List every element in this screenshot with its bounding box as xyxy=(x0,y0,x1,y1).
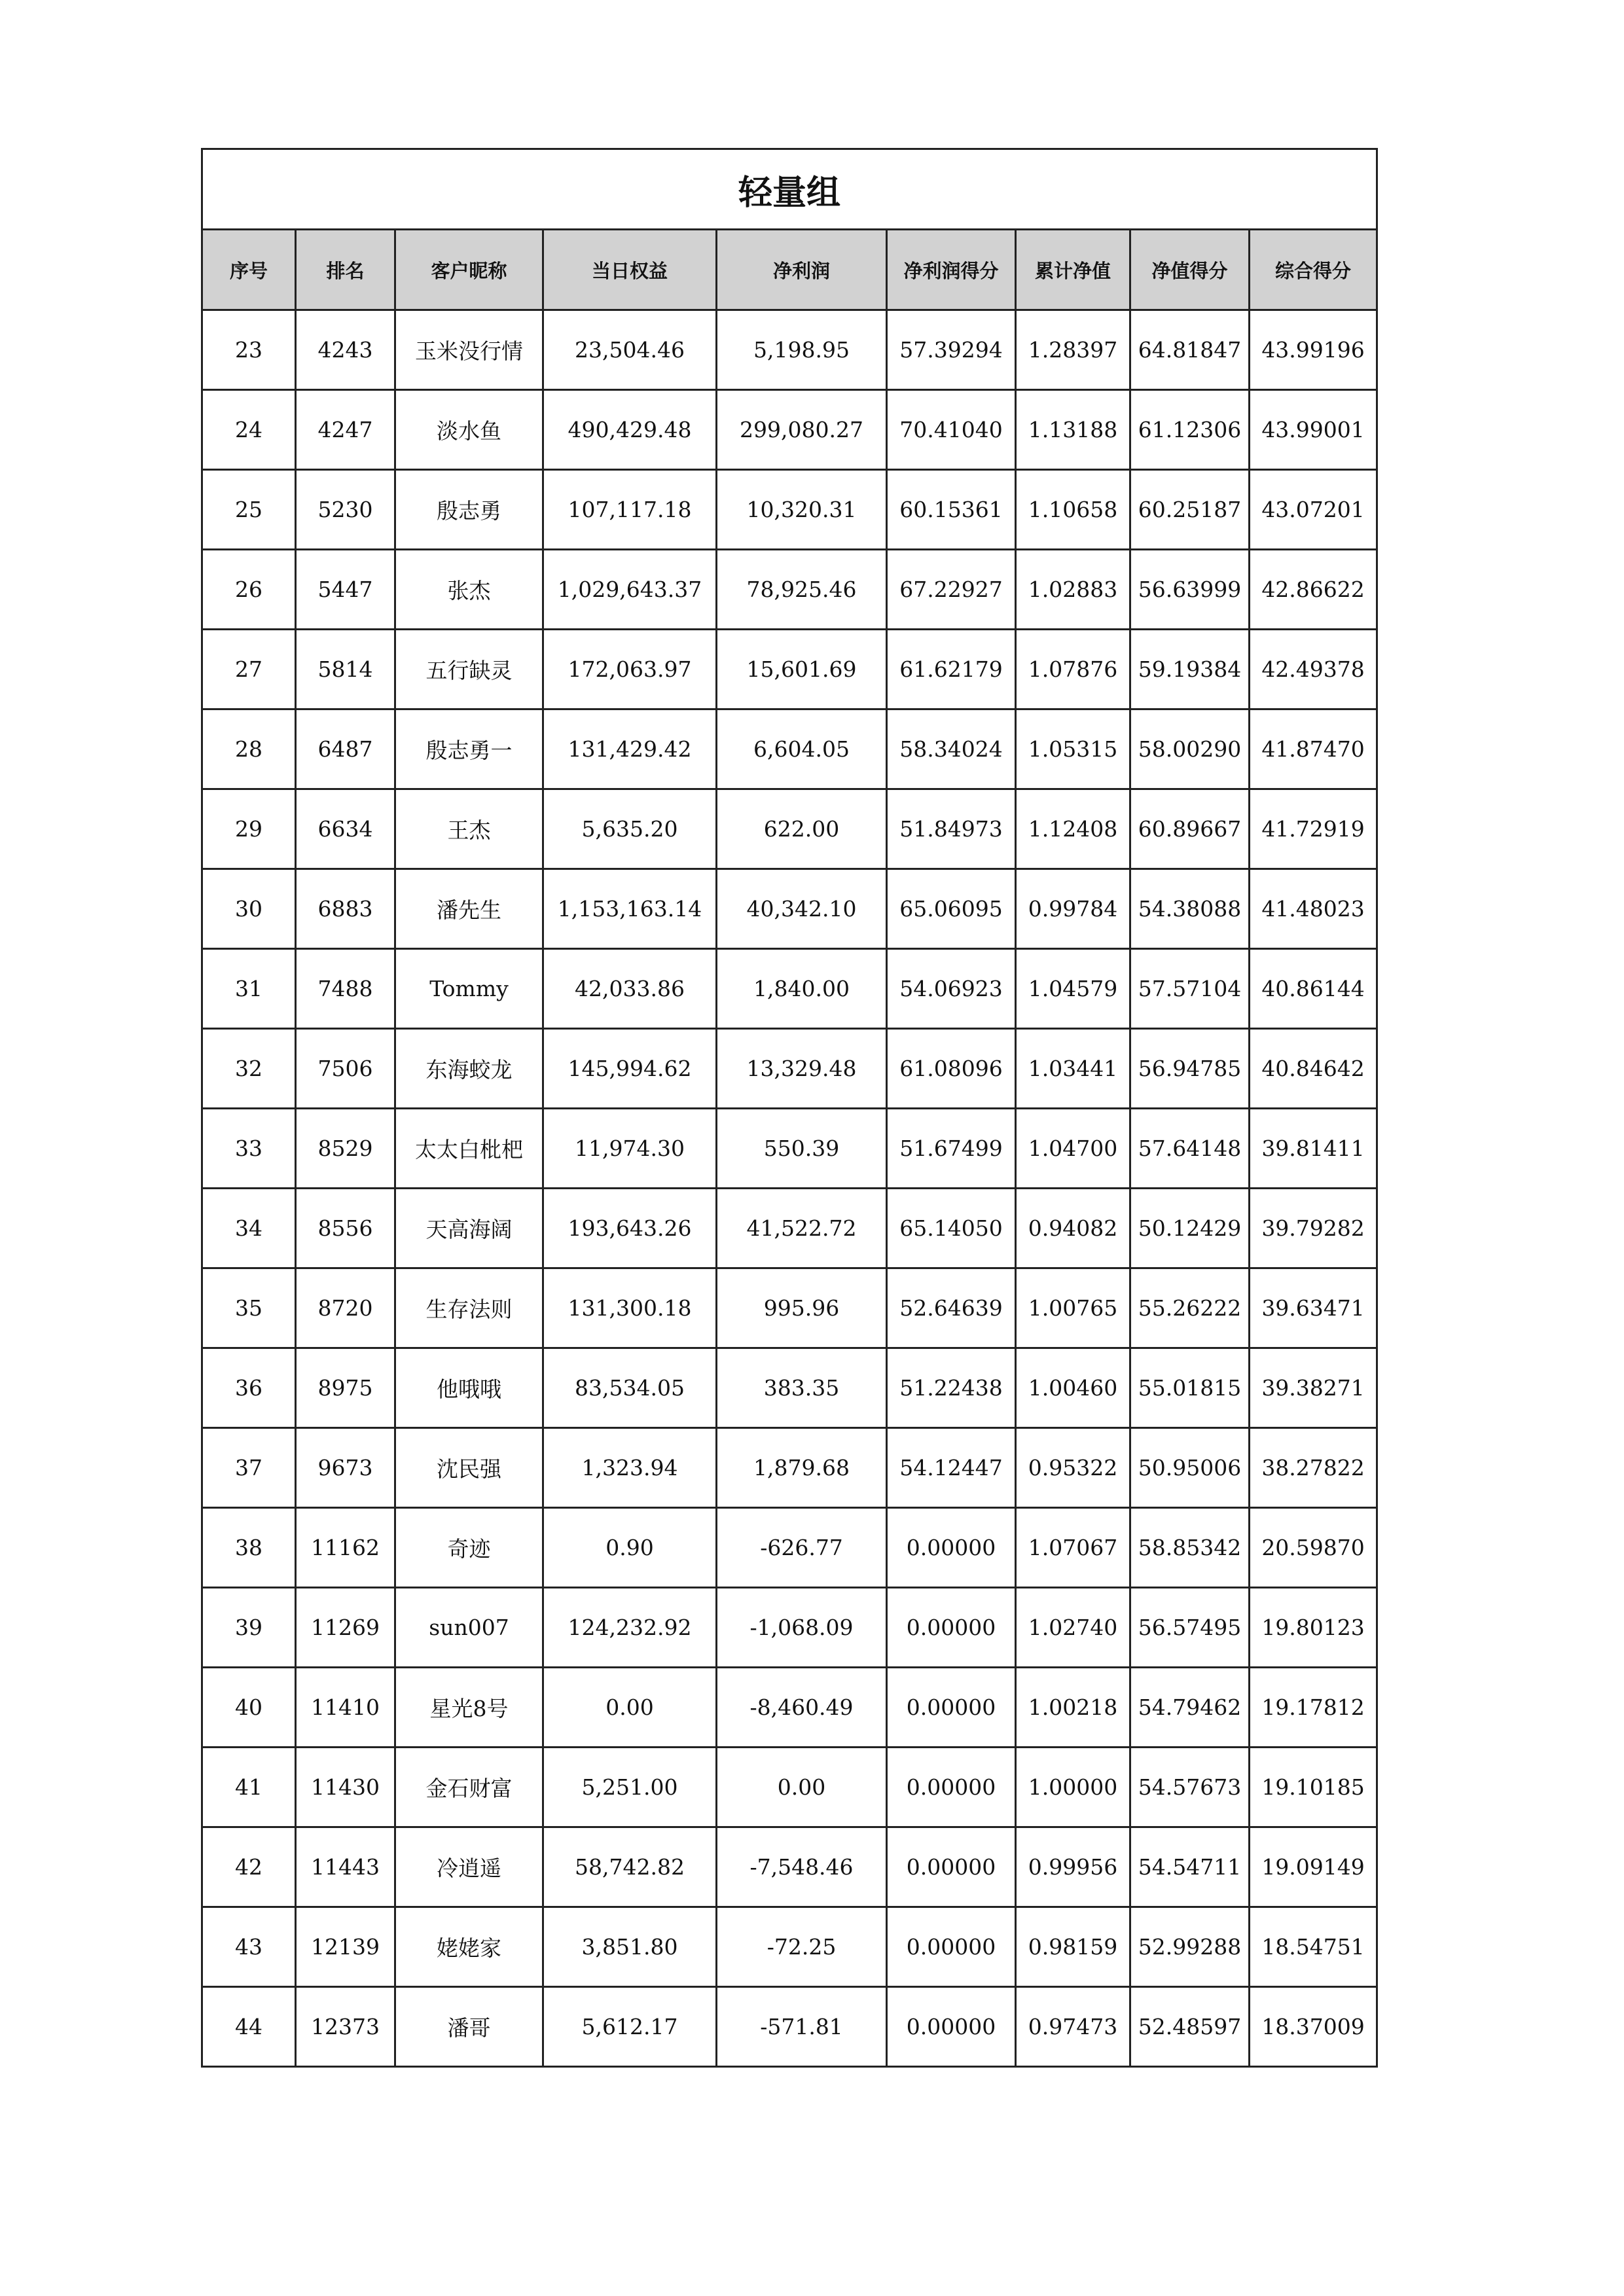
cell-net-value: 1.10658 xyxy=(1016,470,1130,550)
cell-profit-score: 61.08096 xyxy=(887,1029,1016,1109)
cell-profit-score: 60.15361 xyxy=(887,470,1016,550)
cell-nickname: 姥姥家 xyxy=(395,1907,543,1987)
cell-index: 36 xyxy=(202,1348,296,1428)
cell-profit-score: 52.64639 xyxy=(887,1268,1016,1348)
table-row xyxy=(202,1987,1377,2067)
cell-rank: 11443 xyxy=(296,1827,395,1907)
cell-rank: 8529 xyxy=(296,1109,395,1189)
cell-net-value: 0.97473 xyxy=(1016,1987,1130,2067)
table-body xyxy=(202,310,1377,2067)
cell-nickname: 他哦哦 xyxy=(395,1348,543,1428)
cell-net-value-score: 57.57104 xyxy=(1130,949,1250,1029)
cell-net-value: 0.98159 xyxy=(1016,1907,1130,1987)
cell-profit-score: 70.41040 xyxy=(887,390,1016,470)
table-row xyxy=(202,1189,1377,1268)
cell-total-score: 38.27822 xyxy=(1250,1428,1377,1508)
cell-net-value-score: 60.25187 xyxy=(1130,470,1250,550)
cell-nickname: 玉米没行情 xyxy=(395,310,543,390)
cell-nickname: 淡水鱼 xyxy=(395,390,543,470)
cell-index: 43 xyxy=(202,1907,296,1987)
table-row xyxy=(202,1428,1377,1508)
ranking-table xyxy=(201,148,1378,2068)
cell-nickname: 五行缺灵 xyxy=(395,630,543,709)
cell-net-value-score: 54.54711 xyxy=(1130,1827,1250,1907)
cell-profit-score: 51.84973 xyxy=(887,789,1016,869)
cell-net-value: 1.00460 xyxy=(1016,1348,1130,1428)
cell-net-profit: -571.81 xyxy=(717,1987,887,2067)
table-row xyxy=(202,949,1377,1029)
cell-equity: 23,504.46 xyxy=(543,310,717,390)
cell-index: 41 xyxy=(202,1748,296,1827)
table-row xyxy=(202,789,1377,869)
cell-profit-score: 54.12447 xyxy=(887,1428,1016,1508)
column-header-net-value: 累计净值 xyxy=(1016,230,1130,310)
cell-net-value: 0.99956 xyxy=(1016,1827,1130,1907)
cell-net-value: 1.00000 xyxy=(1016,1748,1130,1827)
cell-net-profit: 299,080.27 xyxy=(717,390,887,470)
cell-equity: 193,643.26 xyxy=(543,1189,717,1268)
cell-equity: 11,974.30 xyxy=(543,1109,717,1189)
table-row xyxy=(202,1268,1377,1348)
cell-net-profit: 622.00 xyxy=(717,789,887,869)
cell-nickname: Tommy xyxy=(395,949,543,1029)
cell-net-value: 1.13188 xyxy=(1016,390,1130,470)
cell-net-value: 1.05315 xyxy=(1016,709,1130,789)
table-row xyxy=(202,550,1377,630)
cell-profit-score: 0.00000 xyxy=(887,1827,1016,1907)
cell-net-profit: 5,198.95 xyxy=(717,310,887,390)
cell-index: 27 xyxy=(202,630,296,709)
cell-total-score: 39.79282 xyxy=(1250,1189,1377,1268)
cell-rank: 11269 xyxy=(296,1588,395,1668)
cell-net-profit: 13,329.48 xyxy=(717,1029,887,1109)
cell-nickname: 张杰 xyxy=(395,550,543,630)
cell-nickname: 生存法则 xyxy=(395,1268,543,1348)
cell-index: 35 xyxy=(202,1268,296,1348)
cell-equity: 58,742.82 xyxy=(543,1827,717,1907)
cell-total-score: 18.37009 xyxy=(1250,1987,1377,2067)
cell-index: 23 xyxy=(202,310,296,390)
table-header-row xyxy=(202,230,1377,310)
cell-net-profit: 1,879.68 xyxy=(717,1428,887,1508)
cell-net-profit: -626.77 xyxy=(717,1508,887,1588)
cell-total-score: 42.86622 xyxy=(1250,550,1377,630)
cell-rank: 6634 xyxy=(296,789,395,869)
cell-total-score: 20.59870 xyxy=(1250,1508,1377,1588)
cell-net-value-score: 50.12429 xyxy=(1130,1189,1250,1268)
cell-profit-score: 57.39294 xyxy=(887,310,1016,390)
cell-profit-score: 54.06923 xyxy=(887,949,1016,1029)
cell-total-score: 19.80123 xyxy=(1250,1588,1377,1668)
cell-equity: 107,117.18 xyxy=(543,470,717,550)
cell-net-value-score: 54.38088 xyxy=(1130,869,1250,949)
cell-total-score: 39.81411 xyxy=(1250,1109,1377,1189)
cell-nickname: 殷志勇 xyxy=(395,470,543,550)
column-header-net-value-score: 净值得分 xyxy=(1130,230,1250,310)
cell-profit-score: 0.00000 xyxy=(887,1907,1016,1987)
cell-net-profit: 383.35 xyxy=(717,1348,887,1428)
cell-equity: 5,612.17 xyxy=(543,1987,717,2067)
cell-net-profit: -1,068.09 xyxy=(717,1588,887,1668)
cell-index: 33 xyxy=(202,1109,296,1189)
cell-nickname: 沈民强 xyxy=(395,1428,543,1508)
cell-net-value: 1.12408 xyxy=(1016,789,1130,869)
cell-rank: 5230 xyxy=(296,470,395,550)
cell-equity: 172,063.97 xyxy=(543,630,717,709)
cell-net-profit: 995.96 xyxy=(717,1268,887,1348)
cell-net-value: 1.04700 xyxy=(1016,1109,1130,1189)
cell-equity: 5,251.00 xyxy=(543,1748,717,1827)
cell-nickname: 奇迹 xyxy=(395,1508,543,1588)
cell-profit-score: 58.34024 xyxy=(887,709,1016,789)
cell-profit-score: 67.22927 xyxy=(887,550,1016,630)
cell-profit-score: 65.06095 xyxy=(887,869,1016,949)
cell-nickname: 潘先生 xyxy=(395,869,543,949)
cell-equity: 1,323.94 xyxy=(543,1428,717,1508)
cell-nickname: 太太白枇杷 xyxy=(395,1109,543,1189)
cell-rank: 8556 xyxy=(296,1189,395,1268)
cell-profit-score: 0.00000 xyxy=(887,1588,1016,1668)
cell-total-score: 41.48023 xyxy=(1250,869,1377,949)
column-header-net-profit: 净利润 xyxy=(717,230,887,310)
cell-total-score: 39.38271 xyxy=(1250,1348,1377,1428)
cell-net-profit: 550.39 xyxy=(717,1109,887,1189)
cell-net-value-score: 58.85342 xyxy=(1130,1508,1250,1588)
cell-profit-score: 51.67499 xyxy=(887,1109,1016,1189)
cell-total-score: 43.07201 xyxy=(1250,470,1377,550)
column-header-profit-score: 净利润得分 xyxy=(887,230,1016,310)
cell-profit-score: 0.00000 xyxy=(887,1987,1016,2067)
cell-index: 31 xyxy=(202,949,296,1029)
cell-rank: 12373 xyxy=(296,1987,395,2067)
cell-net-profit: 78,925.46 xyxy=(717,550,887,630)
cell-equity: 124,232.92 xyxy=(543,1588,717,1668)
cell-nickname: 星光8号 xyxy=(395,1668,543,1748)
cell-net-value: 0.95322 xyxy=(1016,1428,1130,1508)
cell-rank: 5447 xyxy=(296,550,395,630)
cell-total-score: 39.63471 xyxy=(1250,1268,1377,1348)
cell-net-value-score: 57.64148 xyxy=(1130,1109,1250,1189)
cell-net-value-score: 64.81847 xyxy=(1130,310,1250,390)
cell-rank: 11410 xyxy=(296,1668,395,1748)
cell-total-score: 40.84642 xyxy=(1250,1029,1377,1109)
cell-total-score: 43.99196 xyxy=(1250,310,1377,390)
cell-index: 44 xyxy=(202,1987,296,2067)
cell-total-score: 41.87470 xyxy=(1250,709,1377,789)
cell-net-value: 1.02883 xyxy=(1016,550,1130,630)
table-row xyxy=(202,630,1377,709)
cell-nickname: 天高海阔 xyxy=(395,1189,543,1268)
table-row xyxy=(202,709,1377,789)
column-header-index: 序号 xyxy=(202,230,296,310)
cell-net-value-score: 55.01815 xyxy=(1130,1348,1250,1428)
cell-net-value: 1.00765 xyxy=(1016,1268,1130,1348)
cell-net-value: 1.07876 xyxy=(1016,630,1130,709)
cell-equity: 131,300.18 xyxy=(543,1268,717,1348)
column-header-rank: 排名 xyxy=(296,230,395,310)
table-row xyxy=(202,1029,1377,1109)
cell-net-profit: 1,840.00 xyxy=(717,949,887,1029)
cell-net-value-score: 58.00290 xyxy=(1130,709,1250,789)
cell-equity: 5,635.20 xyxy=(543,789,717,869)
cell-total-score: 41.72919 xyxy=(1250,789,1377,869)
cell-profit-score: 0.00000 xyxy=(887,1668,1016,1748)
cell-net-profit: -7,548.46 xyxy=(717,1827,887,1907)
column-header-nickname: 客户昵称 xyxy=(395,230,543,310)
cell-net-value: 1.07067 xyxy=(1016,1508,1130,1588)
table-row xyxy=(202,1668,1377,1748)
cell-net-value-score: 55.26222 xyxy=(1130,1268,1250,1348)
cell-equity: 3,851.80 xyxy=(543,1907,717,1987)
cell-equity: 1,153,163.14 xyxy=(543,869,717,949)
table-row xyxy=(202,1588,1377,1668)
cell-nickname: 王杰 xyxy=(395,789,543,869)
cell-net-value-score: 60.89667 xyxy=(1130,789,1250,869)
cell-rank: 9673 xyxy=(296,1428,395,1508)
cell-equity: 0.90 xyxy=(543,1508,717,1588)
cell-nickname: 潘哥 xyxy=(395,1987,543,2067)
cell-net-profit: -8,460.49 xyxy=(717,1668,887,1748)
cell-total-score: 19.10185 xyxy=(1250,1748,1377,1827)
cell-index: 24 xyxy=(202,390,296,470)
cell-net-value-score: 59.19384 xyxy=(1130,630,1250,709)
cell-total-score: 40.86144 xyxy=(1250,949,1377,1029)
cell-index: 42 xyxy=(202,1827,296,1907)
cell-nickname: 冷逍遥 xyxy=(395,1827,543,1907)
cell-nickname: sun007 xyxy=(395,1588,543,1668)
cell-rank: 8720 xyxy=(296,1268,395,1348)
table-row xyxy=(202,1109,1377,1189)
column-header-total-score: 综合得分 xyxy=(1250,230,1377,310)
table-row xyxy=(202,310,1377,390)
cell-net-value-score: 54.57673 xyxy=(1130,1748,1250,1827)
cell-net-value-score: 56.63999 xyxy=(1130,550,1250,630)
cell-net-profit: 6,604.05 xyxy=(717,709,887,789)
cell-net-value-score: 56.94785 xyxy=(1130,1029,1250,1109)
table-row xyxy=(202,1508,1377,1588)
cell-net-value-score: 50.95006 xyxy=(1130,1428,1250,1508)
cell-net-profit: 0.00 xyxy=(717,1748,887,1827)
table-row xyxy=(202,1907,1377,1987)
cell-net-profit: 15,601.69 xyxy=(717,630,887,709)
table-title-row xyxy=(202,149,1377,230)
cell-net-value: 1.00218 xyxy=(1016,1668,1130,1748)
cell-rank: 4247 xyxy=(296,390,395,470)
cell-index: 28 xyxy=(202,709,296,789)
cell-net-value-score: 56.57495 xyxy=(1130,1588,1250,1668)
cell-index: 38 xyxy=(202,1508,296,1588)
cell-equity: 83,534.05 xyxy=(543,1348,717,1428)
cell-total-score: 43.99001 xyxy=(1250,390,1377,470)
cell-total-score: 19.17812 xyxy=(1250,1668,1377,1748)
cell-nickname: 金石财富 xyxy=(395,1748,543,1827)
cell-nickname: 殷志勇一 xyxy=(395,709,543,789)
cell-rank: 7506 xyxy=(296,1029,395,1109)
cell-profit-score: 65.14050 xyxy=(887,1189,1016,1268)
cell-net-value: 1.04579 xyxy=(1016,949,1130,1029)
cell-index: 26 xyxy=(202,550,296,630)
cell-net-profit: 10,320.31 xyxy=(717,470,887,550)
table-title: 轻量组 xyxy=(202,149,1377,230)
cell-rank: 7488 xyxy=(296,949,395,1029)
cell-index: 25 xyxy=(202,470,296,550)
cell-net-value: 0.94082 xyxy=(1016,1189,1130,1268)
cell-net-value-score: 52.48597 xyxy=(1130,1987,1250,2067)
cell-rank: 8975 xyxy=(296,1348,395,1428)
cell-net-value: 1.28397 xyxy=(1016,310,1130,390)
cell-rank: 5814 xyxy=(296,630,395,709)
cell-rank: 11430 xyxy=(296,1748,395,1827)
column-header-equity: 当日权益 xyxy=(543,230,717,310)
cell-profit-score: 0.00000 xyxy=(887,1508,1016,1588)
cell-equity: 0.00 xyxy=(543,1668,717,1748)
cell-index: 37 xyxy=(202,1428,296,1508)
cell-net-profit: 40,342.10 xyxy=(717,869,887,949)
cell-net-value: 1.02740 xyxy=(1016,1588,1130,1668)
table-row xyxy=(202,470,1377,550)
cell-index: 40 xyxy=(202,1668,296,1748)
cell-equity: 1,029,643.37 xyxy=(543,550,717,630)
cell-total-score: 42.49378 xyxy=(1250,630,1377,709)
cell-net-value: 0.99784 xyxy=(1016,869,1130,949)
cell-profit-score: 61.62179 xyxy=(887,630,1016,709)
cell-rank: 4243 xyxy=(296,310,395,390)
cell-equity: 42,033.86 xyxy=(543,949,717,1029)
cell-rank: 11162 xyxy=(296,1508,395,1588)
cell-index: 39 xyxy=(202,1588,296,1668)
cell-equity: 145,994.62 xyxy=(543,1029,717,1109)
cell-profit-score: 0.00000 xyxy=(887,1748,1016,1827)
cell-net-value: 1.03441 xyxy=(1016,1029,1130,1109)
cell-total-score: 18.54751 xyxy=(1250,1907,1377,1987)
cell-index: 29 xyxy=(202,789,296,869)
cell-index: 34 xyxy=(202,1189,296,1268)
cell-net-value-score: 54.79462 xyxy=(1130,1668,1250,1748)
cell-nickname: 东海蛟龙 xyxy=(395,1029,543,1109)
cell-equity: 131,429.42 xyxy=(543,709,717,789)
cell-total-score: 19.09149 xyxy=(1250,1827,1377,1907)
table-row xyxy=(202,1748,1377,1827)
cell-rank: 12139 xyxy=(296,1907,395,1987)
table-row xyxy=(202,1827,1377,1907)
cell-net-value-score: 52.99288 xyxy=(1130,1907,1250,1987)
cell-net-profit: 41,522.72 xyxy=(717,1189,887,1268)
table-row xyxy=(202,1348,1377,1428)
cell-net-value-score: 61.12306 xyxy=(1130,390,1250,470)
cell-rank: 6883 xyxy=(296,869,395,949)
cell-index: 30 xyxy=(202,869,296,949)
cell-net-profit: -72.25 xyxy=(717,1907,887,1987)
cell-rank: 6487 xyxy=(296,709,395,789)
table-row xyxy=(202,869,1377,949)
cell-profit-score: 51.22438 xyxy=(887,1348,1016,1428)
table-row xyxy=(202,390,1377,470)
cell-equity: 490,429.48 xyxy=(543,390,717,470)
cell-index: 32 xyxy=(202,1029,296,1109)
